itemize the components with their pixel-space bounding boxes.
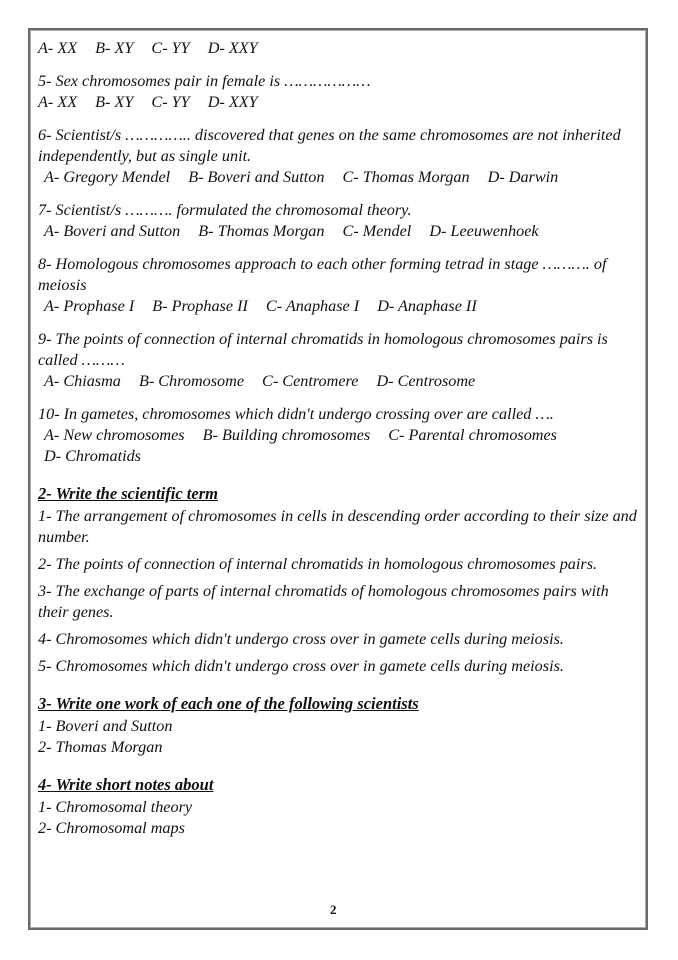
option: D- XXY [207,39,258,57]
question-text: 9- The points of connection of internal chromatids in homologous chromosomes pairs is called ……… [38,330,608,369]
question-text: 7- Scientist/s ………. formulated the chromosomal theory. [38,201,412,219]
question-options [38,425,638,446]
option: D- Anaphase II [377,297,477,315]
option: C- Centromere [262,372,359,390]
option: C- Mendel [342,222,412,240]
list-item: 2- The points of connection of internal chromatids in homologous chromosomes pairs. [38,555,598,573]
page-number: 2 [330,902,337,917]
question-options [38,296,638,317]
top-options [38,38,638,59]
question-8 [38,254,638,317]
list-item: 4- Chromosomes which didn't undergo cross over in gamete cells during meiosis. [38,630,564,648]
question-options [38,92,638,113]
question-text: 5- Sex chromosomes pair in female is ……………… [38,72,371,90]
option: D- Centrosome [376,372,476,390]
option: B- XY [95,93,134,111]
option: B- XY [95,39,134,57]
section-4-heading: 4- Write short notes about [38,775,214,794]
question-options [38,221,638,242]
question-text: 10- In gametes, chromosomes which didn't undergo crossing over are called …. [38,405,554,423]
section-3-heading: 3- Write one work of each one of the following scientists [38,694,419,713]
list-item: 2- Thomas Morgan [38,738,163,756]
question-7 [38,200,638,242]
question-5 [38,71,638,113]
option: D- Chromatids [44,447,141,465]
option: D- Darwin [487,168,559,186]
list-item: 2- Chromosomal maps [38,819,185,837]
option: C- YY [151,93,190,111]
question-6 [38,125,638,188]
section-2-list [38,506,638,677]
option: A- XX [38,93,78,111]
list-item: 1- Chromosomal theory [38,798,193,816]
question-options [38,167,638,188]
option: A- Prophase I [44,297,135,315]
section-2-heading: 2- Write the scientific term [38,484,218,503]
question-text: 6- Scientist/s ………….. discovered that genes on the same chromosomes are not inherited independently, but as single unit. [38,126,621,165]
list-item: 3- The exchange of parts of internal chromatids of homologous chromosomes pairs with their genes. [38,582,609,621]
worksheet-content [38,38,638,839]
option: B- Building chromosomes [202,426,371,444]
option: A- XX [38,39,78,57]
list-item: 1- Boveri and Sutton [38,717,173,735]
option: A- Chiasma [44,372,121,390]
list-item: 1- The arrangement of chromosomes in cells in descending order according to their size and number. [38,507,637,546]
option: B- Thomas Morgan [198,222,325,240]
option: C- Parental chromosomes [388,426,557,444]
option: C- Anaphase I [265,297,360,315]
list-item: 5- Chromosomes which didn't undergo cross over in gamete cells during meiosis. [38,657,564,675]
option: B- Chromosome [138,372,244,390]
question-9 [38,329,638,392]
section-4-list [38,797,638,839]
option: A- Gregory Mendel [44,168,171,186]
option: C- Thomas Morgan [342,168,470,186]
option: A- Boveri and Sutton [44,222,181,240]
question-options [38,371,638,392]
option: D- XXY [207,93,258,111]
option: B- Boveri and Sutton [188,168,325,186]
option: D- Leeuwenhoek [429,222,539,240]
option: B- Prophase II [152,297,248,315]
section-3-list [38,716,638,758]
option: C- YY [151,39,190,57]
option: A- New chromosomes [44,426,185,444]
question-text: 8- Homologous chromosomes approach to each other forming tetrad in stage ………. of meiosis [38,255,607,294]
question-10 [38,404,638,467]
